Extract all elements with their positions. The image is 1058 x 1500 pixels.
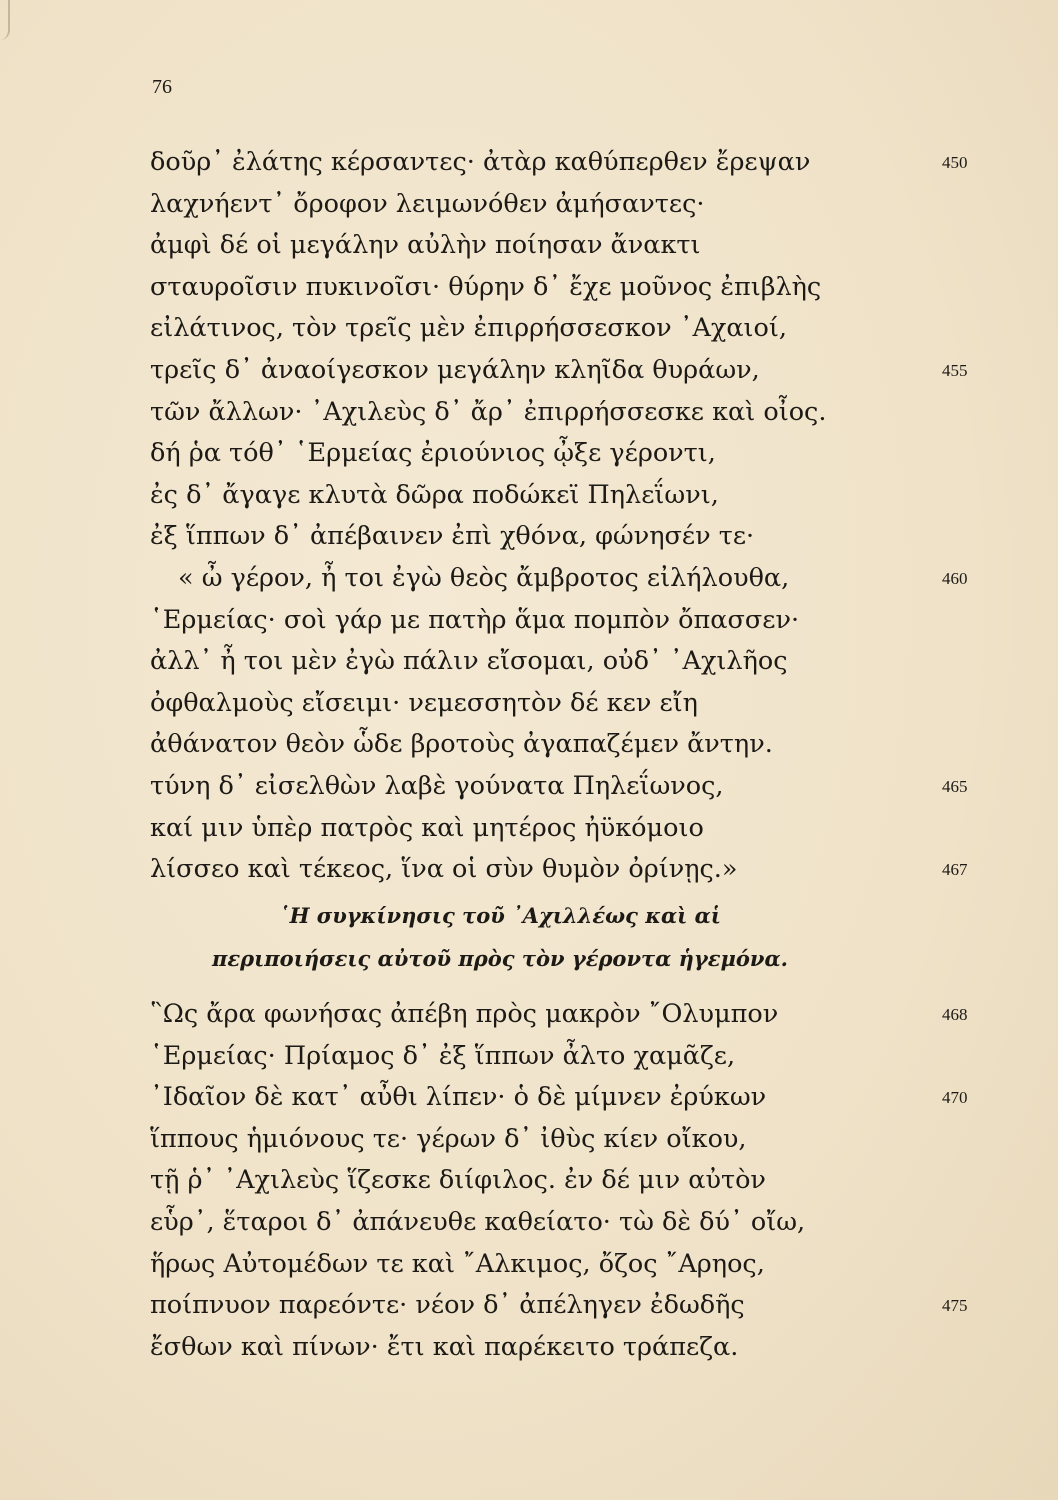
verse-line: λίσσεο καὶ τέκεος, ἵνα οἱ σὺν θυμὸν ὀρίνῃς.» 467: [150, 849, 990, 891]
verse-line: τρεῖς δ᾽ ἀναοίγεσκον μεγάλην κληῖδα θυράων, 455: [150, 350, 990, 392]
verse-line: σταυροῖσιν πυκινοῖσι· θύρην δ᾽ ἔχε μοῦνος ἐπιβλὴς: [150, 271, 822, 302]
line-number: 455: [942, 360, 968, 380]
verse-line: ἀμφὶ δέ οἱ μεγάλην αὐλὴν ποίησαν ἄνακτι: [150, 230, 701, 261]
verse-block-1: [150, 142, 990, 891]
verse-line: ῾Ερμείας· σοὶ γάρ με πατὴρ ἅμα πομπὸν ὄπασσεν·: [150, 604, 800, 635]
verse-line: ἐς δ᾽ ἄγαγε κλυτὰ δῶρα ποδώκεϊ Πηλεΐωνι,: [150, 479, 719, 510]
verse-block-2: [150, 994, 990, 1368]
line-number: 467: [942, 860, 968, 880]
heading-line-1: ῾Η συγκίνησις τοῦ ᾽Αχιλλέως καὶ αἱ: [279, 903, 721, 928]
page-edge-mark: [0, 0, 10, 40]
verse-line: ῾Ερμείας· Πρίαμος δ᾽ ἐξ ἵππων ἆλτο χαμᾶζε,: [150, 1040, 736, 1071]
verse-line: ἀλλ᾽ ἦ τοι μὲν ἐγὼ πάλιν εἴσομαι, οὐδ᾽ ᾽Αχιλῆος: [150, 646, 788, 677]
line-number: 468: [942, 1005, 968, 1024]
line-number: 475: [942, 1296, 968, 1316]
verse-line: δοῦρ᾽ ἐλάτης κέρσαντες· ἀτὰρ καθύπερθεν ἔρεψαν 450: [150, 142, 990, 184]
verse-line: ῝Ως ἄρα φωνήσας ἀπέβη πρὸς μακρὸν ῎Ολυμπον 468: [150, 994, 990, 1036]
verse-line: ἀθάνατον θεὸν ὧδε βροτοὺς ἀγαπαζέμεν ἄντην.: [150, 729, 773, 760]
verse-line: « ὦ γέρον, ἦ τοι ἐγὼ θεὸς ἄμβροτος εἰλήλουθα, 460: [150, 558, 990, 600]
line-number: 460: [942, 568, 968, 588]
line-number: 450: [942, 153, 968, 172]
line-number: 465: [942, 776, 968, 796]
verse-line: ποίπνυον παρεόντε· νέον δ᾽ ἀπέληγεν ἐδωδῆς 475: [150, 1285, 990, 1327]
page-number: 76: [152, 76, 172, 98]
verse-line: τῶν ἄλλων· ᾽Αχιλεὺς δ᾽ ἄρ᾽ ἐπιρρήσσεσκε καὶ οἶος.: [150, 396, 827, 427]
line-number: 470: [942, 1088, 968, 1108]
verse-line: ᾽Ιδαῖον δὲ κατ᾽ αὖθι λίπεν· ὁ δὲ μίμνεν ἐρύκων 470: [150, 1077, 990, 1119]
verse-line: ἥρως Αὐτομέδων τε καὶ ῎Αλκιμος, ὄζος ῎Αρηος,: [150, 1248, 765, 1279]
verse-line: εἰλάτινος, τὸν τρεῖς μὲν ἐπιρρήσσεσκον ᾽Αχαιοί,: [150, 313, 787, 344]
verse-line: λαχνήεντ᾽ ὄροφον λειμωνόθεν ἀμήσαντες·: [150, 188, 705, 219]
heading-line-2: περιποιήσεις αὐτοῦ πρὸς τὸν γέροντα ἡγεμόνα.: [212, 946, 788, 971]
verse-line: τύνη δ᾽ εἰσελθὼν λαβὲ γούνατα Πηλεΐωνος, 465: [150, 766, 990, 808]
verse-line: ἵππους ἡμιόνους τε· γέρων δ᾽ ἰθὺς κίεν οἴκου,: [150, 1123, 747, 1154]
verse-line: ἐξ ἵππων δ᾽ ἀπέβαινεν ἐπὶ χθόνα, φώνησέν τε·: [150, 521, 755, 552]
verse-line: ὀφθαλμοὺς εἴσειμι· νεμεσσητὸν δέ κεν εἴη: [150, 687, 698, 718]
verse-line: τῇ ῥ᾽ ᾽Αχιλεὺς ἵζεσκε διίφιλος. ἐν δέ μιν αὐτὸν: [150, 1165, 766, 1196]
verse-line: ἔσθων καὶ πίνων· ἔτι καὶ παρέκειτο τράπεζα.: [150, 1331, 739, 1362]
section-heading: [150, 894, 850, 980]
verse-line: καί μιν ὑπὲρ πατρὸς καὶ μητέρος ἠϋκόμοιο: [150, 812, 704, 843]
verse-line: εὗρ᾽, ἕταροι δ᾽ ἀπάνευθε καθείατο· τὼ δὲ δύ᾽ οἴω,: [150, 1206, 806, 1237]
verse-line: δή ῥα τόθ᾽ ῾Ερμείας ἐριούνιος ᾦξε γέροντι,: [150, 438, 716, 469]
